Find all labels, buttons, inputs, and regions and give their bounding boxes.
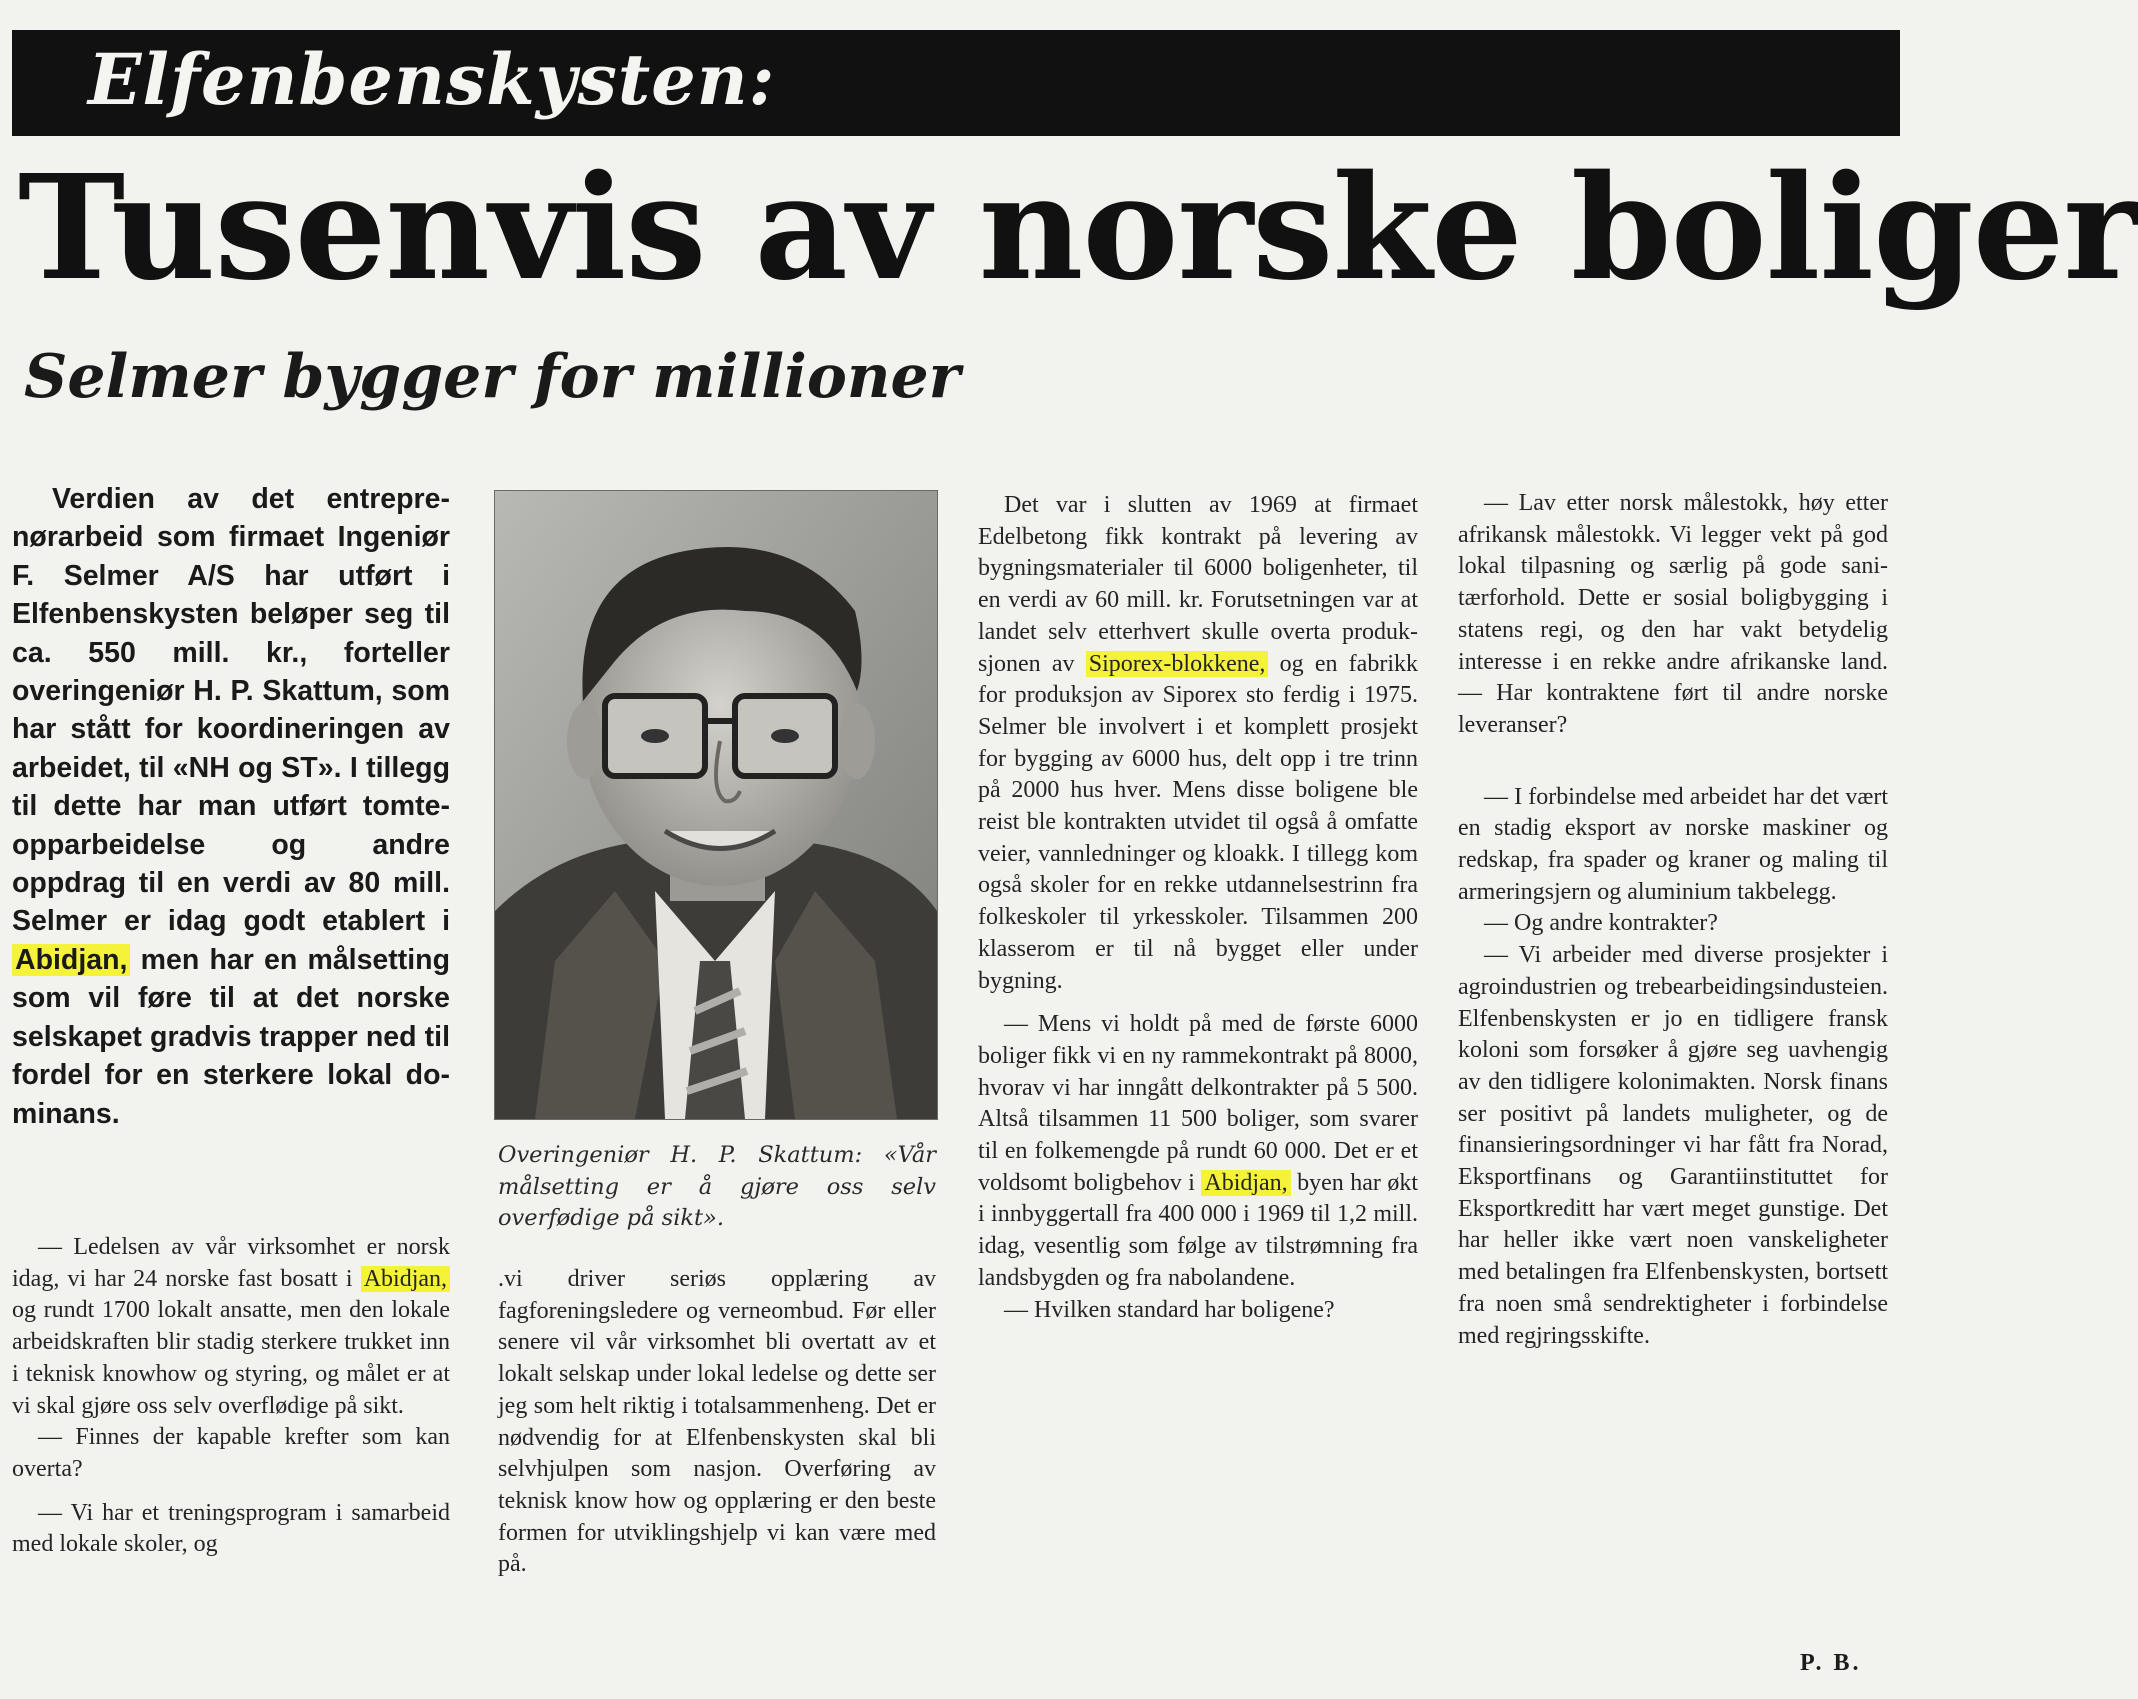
photo-caption [498,1140,936,1235]
portrait-illustration [495,491,937,1119]
paragraph: — Vi arbeider med diverse prosjekter i agroindustrien og trebearbeidingsindusteien. Elfenbenskysten er jo en tidligere fransk koloni som forsøker å gjøre seg uavhengig av den tidligere kolonimakten. Norsk finans ser positivt på landets muligheter, og de finansieringsordninger vi har fått fra Norad, Eksportfinans og Garantiinstituttet for Eksportkreditt har vært meget gunstige. Det har heller ikke vært noen vanskeligheter med betalingen fra Elfenbenskysten, bortsett fra noen små sendrektigheter i forbindelse med regjringsskifte. [1458,942,1888,1349]
text-run: — Ledelsen av vår virksomhet er norsk idag, vi har 24 norske fast bosatt i [12,1234,450,1292]
paragraph [978,490,1418,997]
paragraph [12,1232,450,1422]
question: — Finnes der kapable krefter som kan overta? [12,1424,450,1482]
lead-text-b: men har en målsetting som vil føre til at det norske selskapet gradvis trapper ned til fordel for en sterkere lokal dominans. [12,943,451,1130]
paragraph: .vi driver seriøs opplæring av fagforeningsledere og verneombud. Før eller senere vil vår virksomhet bli overtatt av et lokalt selskap under lokal ledelse og dette ser jeg som helt riktig i totalsammenheng. Det er nødvendig for at Elfenbenskysten skal bli selvhjulpen som nasjon. Overføring av teknisk know how og opplæring er den beste formen for utviklingshjelp vi kan være med på. [498,1266,936,1578]
text-run: byen har økt i innbyggertall fra 400 000 i 1969 til 1,2 mill. idag, vesentlig som følge av tilstrømning fra landsbygden og fra nabolandene. [978,1169,1419,1291]
text-run: — Mens vi holdt på med de første 6000 boliger fikk vi en ny rammekontrakt på 8000, hvorav vi har inngått delkontrakter på 5 500. Altså tilsammen 11 500 boliger, som svarer til en folkemengde på rundt 60 000. Det er et voldsomt boligbehov i [978,1011,1418,1196]
lead-text-a: Verdien av det entreprenørarbeid som firmaet Ingeniør F. Selmer A/S har utført i Elfenbenskysten beløper seg til ca. 550 mill. kr., forteller overingeniør H. P. Skattum, som har stått for koordineringen av arbeidet, til «NH og ST». I tillegg til dette har man utført tomteopparbeidelse og andre oppdrag til en verdi av 80 mill. Selmer er idag godt etablert i [12,483,450,938]
paragraph: — I forbindelse med arbeidet har det vært en stadig eksport av norske maskiner og redskap, fra spader og kraner og maling til armeringsjern og aluminium takbelegg. [1458,783,1888,905]
headline: Tusenvis av norske boliger [18,143,2138,312]
highlighted-term: Siporex-blokkene, [1086,651,1269,677]
lead-text [12,480,450,1133]
column-3 [978,490,1418,1326]
paragraph [978,1009,1418,1294]
highlighted-term: Abidjan, [1201,1170,1290,1196]
highlighted-term: Abidjan, [361,1266,450,1292]
question: — Og andre kontrakter? [1484,910,1718,937]
highlighted-term: Abidjan, [12,944,130,976]
question: — Hvilken standard har boligene? [1004,1296,1335,1323]
column-2-body [498,1264,936,1581]
kicker-text: Elfenbenskysten: [88,38,776,121]
caption-text: Overingeniør H. P. Skattum: «Vår målsetting er å gjøre oss selv overfødige på sikt». [498,1142,936,1231]
text-run: og en fabrikk for produksjon av Siporex sto ferdig i 1975. Selmer ble involvert i et komplett prosjekt for bygging av 6000 hus, delt opp i tre trinn på 2000 hus hver. Mens disse boligene ble reist ble kontrakten utvidet til også å omfatte veier, vannledninger og kloakk. I tillegg kom også skoler for en rekke utdannelsestrinn fra folkeskoler til yrkesskoler. Tilsammen 200 klasserom er til nå bygget eller under bygning. [978,650,1418,994]
byline: P. B. [1800,1650,1862,1676]
text-run: og rundt 1700 lokalt ansatte, men den lokale arbeidskraften blir stadig sterkere trukket inn i teknisk knowhow og styring, og målet er at vi skal gjøre oss selv overflødige på sikt. [12,1297,450,1419]
column-1-body [12,1232,450,1561]
subheadline: Selmer bygger for millioner [24,342,961,412]
paragraph: — Vi har et treningsprogram i samarbeid med lokale skoler, og [12,1499,450,1558]
text-run: Det var i slutten av 1969 at firmaet Edelbetong fikk kontrakt på levering av bygningsmaterialer til 6000 boligenheter, til en verdi av 60 mill. kr. Forutsetningen var at landet selv etterhvert skulle overta produksjonen av [978,492,1418,677]
lead-paragraph [12,480,450,1133]
portrait-photo [494,490,938,1120]
paragraph: — Lav etter norsk målestokk, høy etter afrikansk målestokk. Vi legger vekt på god lokal tilpasning og særlig på gode sanitærforhold. Dette er sosial boligbygging i statens regi, og den har vakt betydelig interesse i en rekke andre afrikanske land. — Har kontraktene ført til andre norske leveranser? [1458,490,1888,738]
column-4 [1458,488,1888,1352]
